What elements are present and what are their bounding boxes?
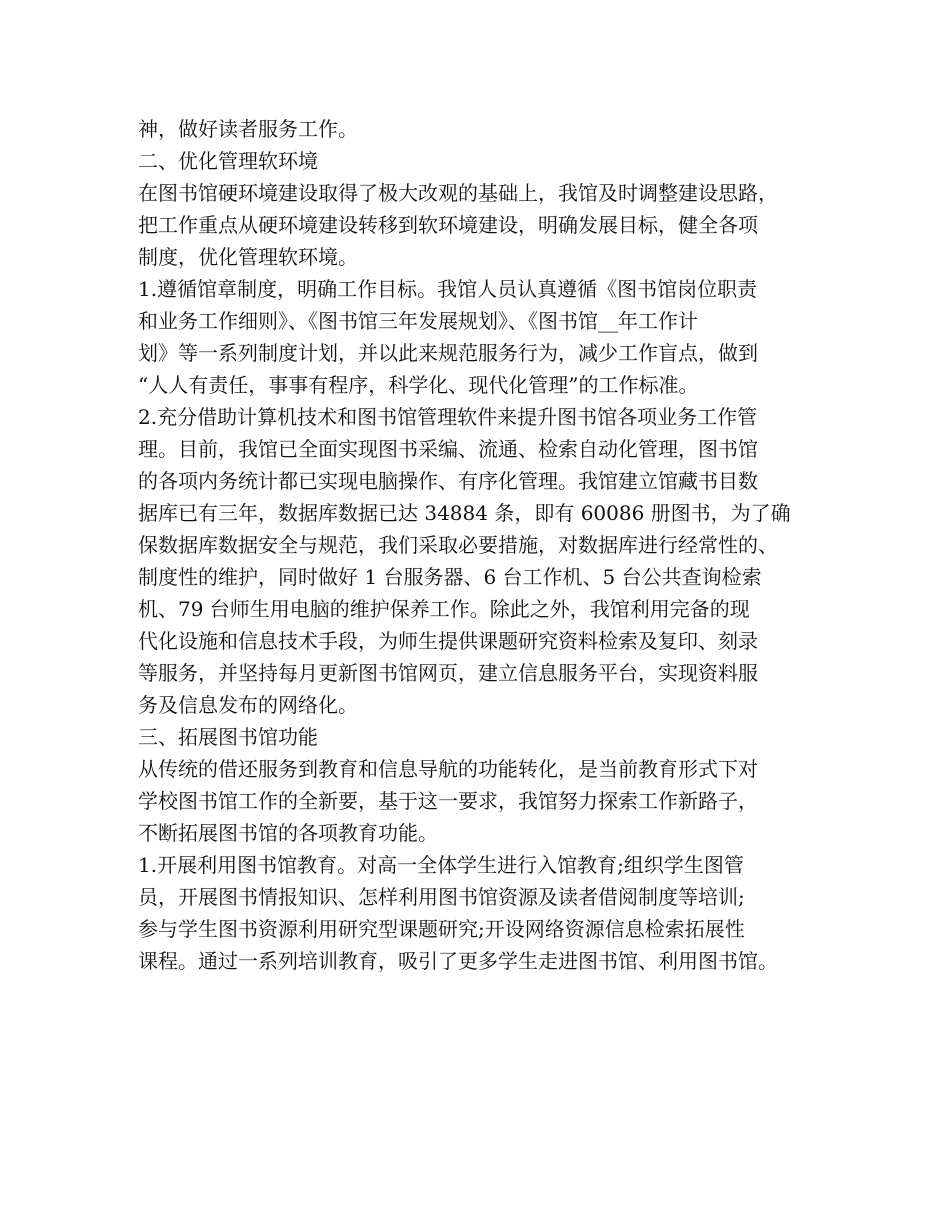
text-line: 代化设施和信息技术手段，为师生提供课题研究资料检索及复印、刻录 (138, 629, 758, 653)
text-line: 和业务工作细则》、《图书馆三年发展规划》、《图书馆__年工作计 (138, 309, 698, 333)
text-line: 划》等一系列制度计划，并以此来规范服务行为，减少工作盲点，做到 (138, 341, 758, 365)
text-line: 神，做好读者服务工作。 (138, 117, 358, 141)
text-line: 课程。通过一系列培训教育，吸引了更多学生走进图书馆、利用图书馆。 (138, 949, 778, 973)
section-heading: 二、优化管理软环境 (138, 149, 318, 173)
text-line: 1.遵循馆章制度，明确工作目标。我馆人员认真遵循《图书馆岗位职责 (138, 277, 758, 301)
text-line: 2.充分借助计算机技术和图书馆管理软件来提升图书馆各项业务工作管 (138, 405, 758, 429)
text-line: 的各项内务统计都已实现电脑操作、有序化管理。我馆建立馆藏书目数 (138, 469, 758, 493)
text-line: 务及信息发布的网络化。 (138, 693, 358, 717)
text-line: 1.开展利用图书馆教育。对高一全体学生进行入馆教育;组织学生图管 (138, 853, 744, 877)
text-line: 在图书馆硬环境建设取得了极大改观的基础上，我馆及时调整建设思路， (138, 181, 778, 205)
text-line: 保数据库数据安全与规范，我们采取必要措施，对数据库进行经常性的、 (138, 533, 778, 557)
text-line: 等服务，并坚持每月更新图书馆网页，建立信息服务平台，实现资料服 (138, 661, 758, 685)
text-line: “人人有责任，事事有程序，科学化、现代化管理”的工作标准。 (138, 373, 699, 397)
text-line: 制度，优化管理软环境。 (138, 245, 358, 269)
text-line: 据库已有三年，数据库数据已达 34884 条，即有 60086 册图书，为了确 (138, 501, 791, 525)
text-line: 不断拓展图书馆的各项教育功能。 (138, 821, 438, 845)
text-line: 制度性的维护，同时做好 1 台服务器、6 台工作机、5 台公共查询检索 (138, 565, 762, 589)
text-line: 参与学生图书资源利用研究型课题研究;开设网络资源信息检索拓展性 (138, 917, 745, 941)
text-line: 机、79 台师生用电脑的维护保养工作。除此之外，我馆利用完备的现 (138, 597, 750, 621)
text-line: 把工作重点从硬环境建设转移到软环境建设，明确发展目标，健全各项 (138, 213, 758, 237)
text-line: 从传统的借还服务到教育和信息导航的功能转化，是当前教育形式下对 (138, 757, 758, 781)
text-line: 理。目前，我馆已全面实现图书采编、流通、检索自动化管理，图书馆 (138, 437, 758, 461)
text-line: 员，开展图书情报知识、怎样利用图书馆资源及读者借阅制度等培训; (138, 885, 745, 909)
section-heading: 三、拓展图书馆功能 (138, 725, 318, 749)
document-body (138, 113, 838, 977)
text-line: 学校图书馆工作的全新要，基于这一要求，我馆努力探索工作新路子， (138, 789, 758, 813)
